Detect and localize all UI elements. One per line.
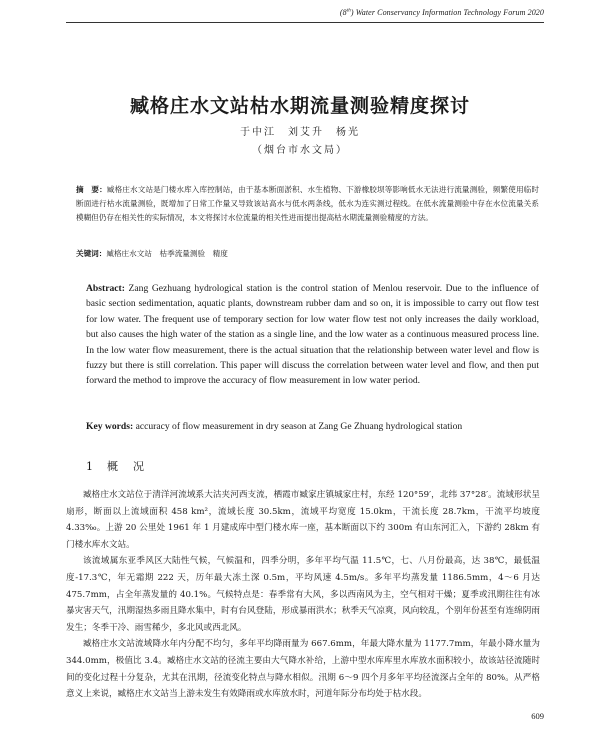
chinese-abstract-label: 摘 要： — [76, 185, 107, 194]
page-number: 609 — [531, 711, 544, 721]
header-superscript: th — [346, 8, 351, 14]
paragraph-precipitation: 臧格庄水文站流域降水年内分配不均匀，多年平均降雨量为 667.6mm，年最大降水量为 1177.7mm，年最小降水量为 344.0mm，极值比 3.4。臧格庄水文站的径流主要由大气降水补给，上游中型水库库里水库放水面积较小，故该站径流随时间的变化过程十分复杂，尤其在汛期，径流变化特点与降水相似。汛期 6～9 四个月多年平均径流深占全年的 80%。从严格意义上来说，臧格庄水文站当上游未发生有效降雨或水库放水时，河道年际分布均处于枯水段。 — [66, 639, 540, 700]
paragraph-location: 臧格庄水文站位于清洋河流域系大沽夹河西支流，栖霞市臧家庄镇城家庄村，东经 120°59′，北纬 37°28′。流域形状呈扇形，断面以上流域面积 458 km²，流域长度 30.5km，流域平均宽度 15.0km，干流长度 28.7km，干流平均坡度 4.33‰。上游 20 公里处 1961 年 1 月建成库中型门楼水库一座，基本断面以下约 300m 有山东河汇入，下游约 28km 有门楼水库水文站。 — [66, 490, 540, 550]
affiliation: （烟台市水文局） — [252, 145, 348, 156]
english-abstract-label: Abstract: — [86, 283, 125, 294]
paper-title: 臧格庄水文站枯水期流量测验精度探讨 — [129, 95, 470, 117]
english-abstract — [86, 281, 539, 389]
header-suffix: ) Water Conservancy Information Technology Forum 2020 — [350, 8, 544, 17]
chinese-keywords — [76, 248, 539, 260]
english-keywords-label: Key words: — [86, 421, 134, 432]
running-header — [66, 8, 544, 17]
header-rule — [66, 22, 544, 23]
section-number: 1 — [86, 460, 95, 473]
english-abstract-text: Zang Gezhuang hydrological station is the control station of Menlou reservoir. Due to the influence of basic section sedimentation, aquatic plants, downstream rubber dam and so on, it is impossible to carry out flow test for low water. The frequent use of temporary section for low water flow test not only increases the daily workload, but also causes the high water of the station as a single line, and the low water as a continuous measured process line. In the low water flow measurement, there is the actual situation that the relationship between water level and flow is fuzzy but there is still correlation. This paper will discuss the correlation between water level and flow, and then put forward the method to improve the accuracy of flow measurement in low water period. — [86, 283, 539, 387]
chinese-abstract-text: 臧格庄水文站是门楼水库入库控制站，由于基本断面淤积、水生植物、下游橡胶坝等影响低水无法进行流量测验，频繁使用临时断面进行枯水流量测验，既增加了日常工作量又导致该站高水与低水两条线，低水为连实测过程线。在低水流量测验中存在水位流量关系模糊但仍存在相关性的实际情况，本文将探讨水位流量的相关性进而提出提高枯水期流量测验精度的方法。 — [76, 185, 539, 222]
english-keywords-text: accuracy of flow measurement in dry season at Zang Ge Zhuang hydrological station — [135, 421, 463, 432]
chinese-keywords-text: 臧格庄水文站 枯季流量测验 精度 — [106, 249, 228, 258]
body-text — [66, 487, 540, 703]
header-prefix: (8 — [339, 8, 347, 17]
chinese-abstract — [76, 183, 539, 225]
english-keywords — [86, 420, 539, 434]
chinese-keywords-label: 关键词： — [76, 249, 107, 258]
section-title: 概 况 — [107, 460, 146, 473]
authors: 于中江 刘艾升 杨光 — [240, 127, 360, 138]
section-heading — [86, 458, 539, 474]
paragraph-climate: 该流域属东亚季风区大陆性气候，气候温和，四季分明，多年平均气温 11.5℃，七、八月份最高，达 38℃，最低温度-17.3℃，年无霜期 222 天，历年最大冻土深 0.5m，平均风速 4.5m/s。多年平均蒸发量 1186.5mm，4～6 月达 475.7mm，占全年蒸发量的 40.1%。气候特点是：春季常有大风，多以西南风为主，空气相对干燥；夏季或汛期往往有冰暴灾害天气，汛期湿热多雨且降水集中，时有台风登陆，形成暴雨洪水；秋季天气凉爽，风向较乱，个别年份甚至有连绵阴雨发生；冬季干冷、雨雪稀少，多北风或西北风。 — [66, 556, 540, 633]
